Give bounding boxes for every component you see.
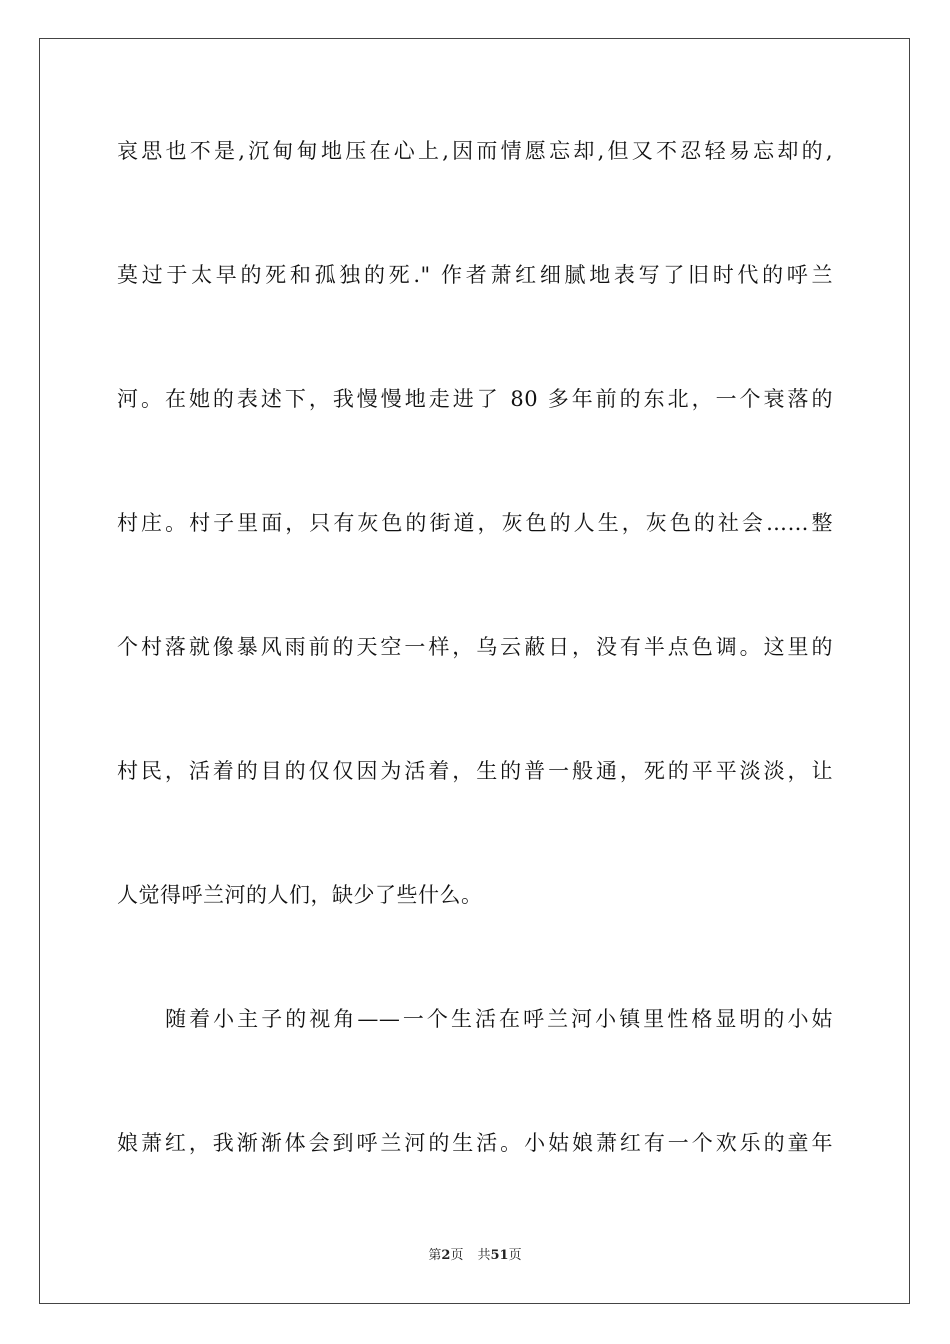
- text-line-2: 莫过于太早的死和孤独的死." 作者萧红细腻地表写了旧时代的呼兰: [117, 263, 833, 287]
- total-suffix: 页: [508, 1248, 522, 1263]
- text-line-8: 随着小主子的视角——一个生活在呼兰河小镇里性格显明的小姑: [117, 1007, 833, 1031]
- text-line-9: 娘萧红，我渐渐体会到呼兰河的生活。小姑娘萧红有一个欢乐的童年: [117, 1131, 833, 1155]
- text-line-1: 哀思也不是,沉甸甸地压在心上,因而情愿忘却,但又不忍轻易忘却的,: [117, 139, 833, 163]
- page-number: 2: [441, 1248, 451, 1263]
- text-line-5: 个村落就像暴风雨前的天空一样，乌云蔽日，没有半点色调。这里的: [117, 635, 833, 659]
- total-pages: 51: [490, 1248, 509, 1263]
- text-line-6: 村民，活着的目的仅仅因为活着，生的普一般通，死的平平淡淡，让: [117, 759, 833, 783]
- text-line-4: 村庄。村子里面，只有灰色的街道，灰色的人生，灰色的社会……整: [117, 511, 833, 535]
- text-line-7: 人觉得呼兰河的人们，缺少了些什么。: [117, 883, 483, 907]
- page-border: [39, 38, 910, 1304]
- text-line-3: 河。在她的表述下，我慢慢地走进了 80 多年前的东北，一个衰落的: [117, 387, 833, 411]
- page-suffix: 页: [450, 1248, 464, 1263]
- page-footer: [0, 1247, 950, 1265]
- total-prefix: 共: [477, 1248, 491, 1263]
- page-prefix: 第: [428, 1248, 442, 1263]
